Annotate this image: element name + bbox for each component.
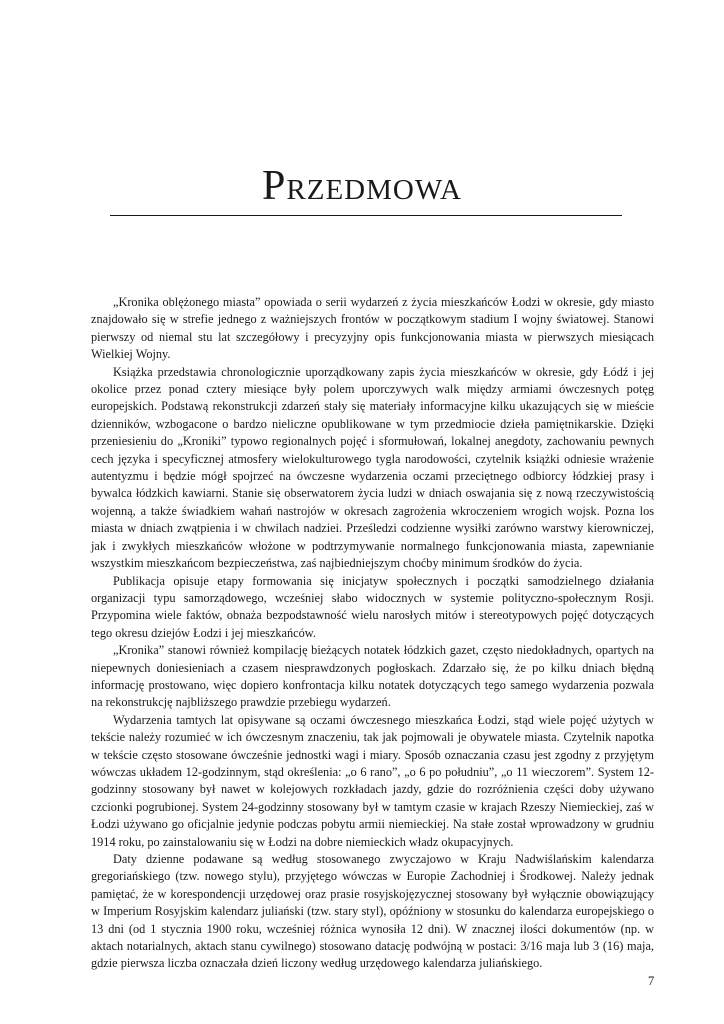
paragraph-1: „Kronika oblężonego miasta” opowiada o serii wydarzeń z życia mieszkańców Łodzi w okresie, gdy miasto znajdowało się w strefie jednego z ważniejszych frontów w początkowym stadium I wojny światowej. Stanowi pierwszy od niemal stu lat szczegółowy i precyzyjny opis funkcjonowania miasta w pierwszych miesiącach Wielkiej Wojny. [91,295,654,362]
body-text [91,294,654,973]
paragraph-3: Publikacja opisuje etapy formowania się inicjatyw społecznych i początki samodzielnego działania organizacji typu samorządowego, wcześniej słabo widocznych w systemie polityczno-społecznym Rosji. Przypomina wiele faktów, obnaża bezpodstawność wielu narosłych mitów i stereotypowych pojęć dotyczących tego okresu dziejów Łodzi i jej mieszkańców. [91,573,654,640]
title-divider [110,215,622,216]
page-title: Przedmowa [262,163,462,209]
paragraph-4: „Kronika” stanowi również kompilację bieżących notatek łódzkich gazet, często niedokładnych, opartych na niepewnych doniesieniach a czasem niesprawdzonych pogłoskach. Zdarzało się, że po kilku dniach błędną informację prostowano, więc dopiero konfrontacja kilku notatek dotyczących tego samego wydarzenia pozwala na rekonstrukcję najbliższego prawdzie przebiegu wydarzeń. [91,643,654,710]
paragraph-6: Daty dzienne podawane są według stosowanego zwyczajowo w Kraju Nadwiślańskim kalendarza gregoriańskiego (tzw. nowego stylu), przyjętego wówczas w Europie Zachodniej i Środkowej. Należy jednak pamiętać, że w korespondencji urzędowej oraz prasie rosyjskojęzycznej stosowany był wyłącznie obowiązujący w Imperium Rosyjskim kalendarz juliański (tzw. stary styl), opóźniony w stosunku do kalendarza europejskiego o 13 dni (od 1 stycznia 1900 roku, wcześniej różnica wynosiła 12 dni). W znacznej ilości dokumentów (np. w aktach notarialnych, aktach stanu cywilnego) stosowano datację podwójną w postaci: 3/16 maja lub 3 (16) maja, gdzie pierwsza liczba oznaczała dzień liczony według urzędowego kalendarza juliańskiego. [91,852,654,971]
paragraph-2: Książka przedstawia chronologicznie uporządkowany zapis życia mieszkańców w okresie, gdy Łódź i jej okolice przez ponad cztery miesiące były polem uporczywych walk między armiami ówczesnych potęg europejskich. Podstawą rekonstrukcji zdarzeń stały się materiały informacyjne kilku ukazujących się w mieście dzienników, wzbogacone o bardzo nieliczne opublikowane w tym przedmiocie dzieła pamiętnikarskie. Dzięki przeniesieniu do „Kroniki” typowo regionalnych pojęć i sformułowań, lokalnej anegdoty, zachowaniu pewnych cech języka i specyficznej atmosfery wielokulturowego tygla narodowości, czytelnik książki odniesie wrażenie autentyzmu i będzie mógł spojrzeć na ówczesne wydarzenia oczami przeciętnego odbiorcy łódzkiej prasy i bywalca łódzkich kawiarni. Stanie się obserwatorem życia ludzi w dniach oswajania się z nową rzeczywistością wojenną, a także świadkiem wahań nastrojów w okresach zagrożenia wkroczeniem wrogich wojsk. Pozna los miasta w dniach zwątpienia i w chwilach nadziei. Prześledzi codzienne wysiłki zarówno warstwy kierowniczej, jak i zwykłych mieszkańców włożone w podtrzymywanie normalnego funkcjonowania miasta, zapewnianie wszystkim mieszkańcom bezpieczeństwa, zaś najbiedniejszym choćby minimum środków do życia. [91,364,654,571]
paragraph-5: Wydarzenia tamtych lat opisywane są oczami ówczesnego mieszkańca Łodzi, stąd wiele pojęć użytych w tekście należy rozumieć w ich ówczesnym znaczeniu, tak jak pojmowali je obywatele miasta. Czytelnik napotka w tekście często stosowane ówcześnie jednostki wagi i miary. Sposób oznaczania czasu jest zgodny z przyjętym wówczas układem 12-godzinnym, stąd określenia: „o 6 rano”, „o 6 po południu”, „o 11 wieczorem”. System 12-godzinny stosowany był nawet w kolejowych rozkładach jazdy, gdzie do rozróżnienia części doby używano czcionki pogrubionej. System 24-godzinny stosowany był w tamtym czasie w krajach Rzeszy Niemieckiej, zaś w Łodzi używano go oficjalnie jedynie podczas pobytu armii niemieckiej. Na stałe został wprowadzony w grudniu 1914 roku, po zainstalowaniu się w Łodzi na dobre niemieckich władz okupacyjnych. [91,712,654,849]
page-number: 7 [648,974,655,988]
